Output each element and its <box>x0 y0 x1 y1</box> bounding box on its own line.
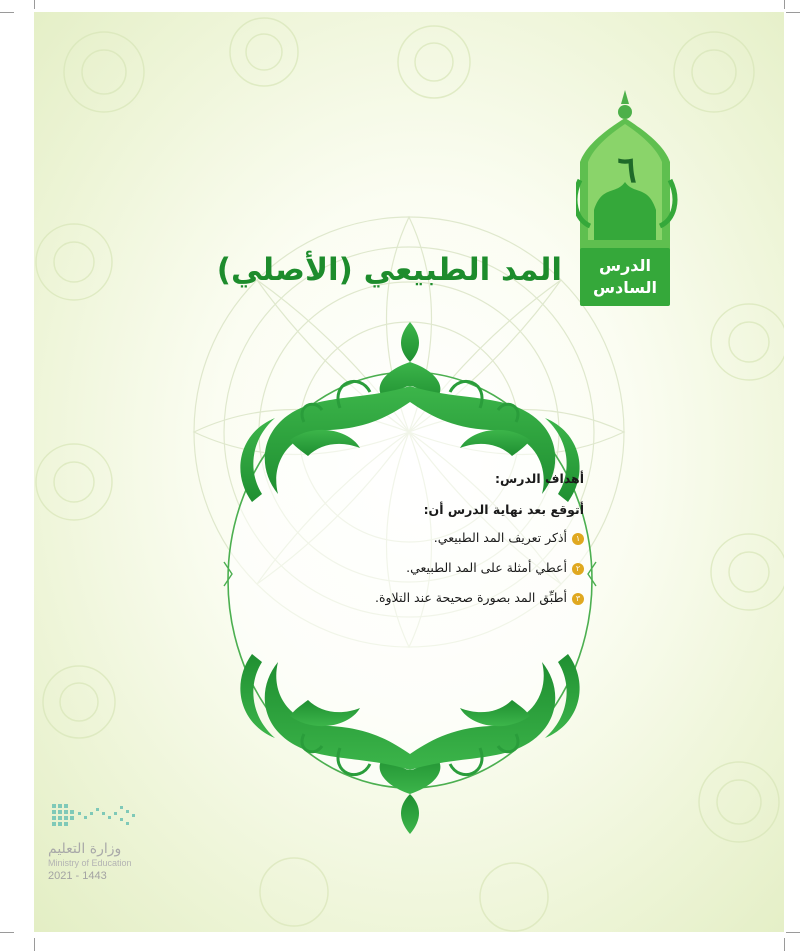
lesson-label-line1: الدرس <box>598 256 652 275</box>
page <box>34 12 784 932</box>
goal-text: أذكر تعريف المد الطبيعي. <box>433 530 567 545</box>
lesson-label-box <box>580 248 670 306</box>
crop-mark <box>0 12 14 13</box>
goal-text: أطبِّق المد بصورة صحيحة عند التلاوة. <box>374 590 567 605</box>
crop-mark <box>786 932 800 933</box>
goal-text: أعطي أمثلة على المد الطبيعي. <box>406 560 567 575</box>
crop-mark <box>784 938 785 951</box>
crop-mark <box>0 932 14 933</box>
crop-mark <box>34 938 35 951</box>
goals-intro: أتوقع بعد نهاية الدرس أن: <box>423 502 584 517</box>
lesson-title: المد الطبيعي (الأصلي) <box>216 252 562 288</box>
lesson-badge <box>576 90 702 322</box>
goals-heading: أهداف الدرس: <box>495 471 584 486</box>
ministry-logo <box>48 802 198 883</box>
crop-mark <box>34 0 35 9</box>
goal-number-badge: ٣ <box>572 593 584 605</box>
goal-number-badge: ٢ <box>572 563 584 575</box>
crop-mark <box>786 12 800 13</box>
ministry-dots-icon <box>48 802 140 832</box>
goal-item <box>284 559 584 577</box>
ministry-name-en: Ministry of Education <box>48 858 132 868</box>
lesson-label-line2: السادس <box>592 278 658 297</box>
goal-item <box>284 529 584 547</box>
lesson-goals <box>284 470 584 619</box>
lesson-number: ٦ <box>617 149 637 191</box>
goal-number-badge: ١ <box>572 533 584 545</box>
ministry-year: 2021 - 1443 <box>48 870 107 882</box>
goal-item <box>284 589 584 607</box>
crop-mark <box>784 0 785 9</box>
ministry-name-ar: وزارة التعليم <box>48 841 122 857</box>
